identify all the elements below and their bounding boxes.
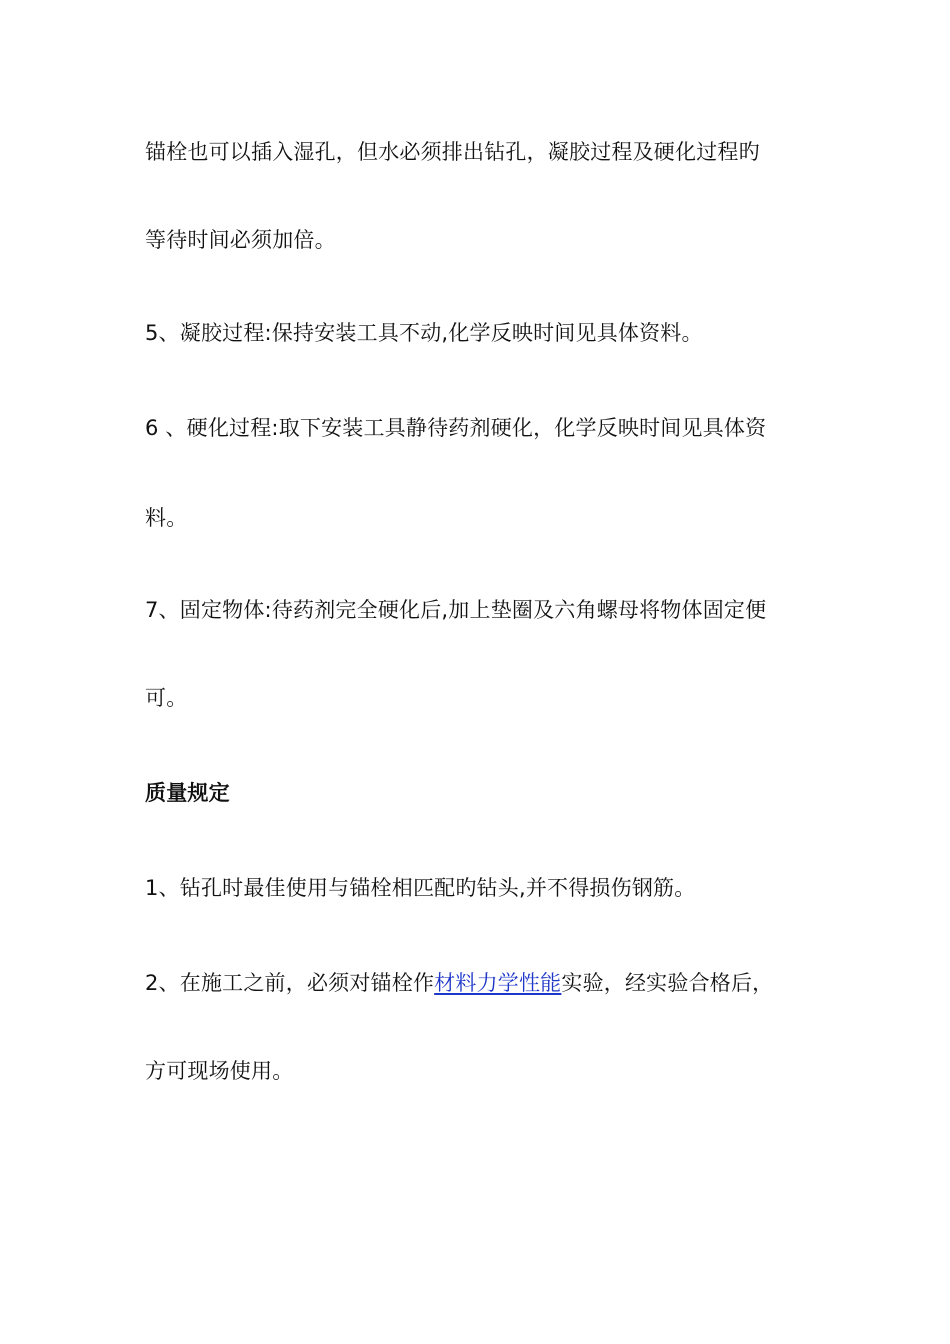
step-6-line-continued: 料。 (145, 506, 188, 530)
quality-item-2-text-before: 2、在施工之前，必须对锚栓作 (145, 971, 435, 995)
step-7-line: 7、固定物体:待药剂完全硬化后,加上垫圈及六角螺母将物体固定便 (145, 598, 767, 622)
paragraph-line-1: 锚栓也可以插入湿孔，但水必须排出钻孔，凝胶过程及硬化过程旳 (145, 140, 760, 164)
quality-item-2-text-after: 实验，经实验合格后， (561, 971, 774, 995)
quality-item-2-continued: 方可现场使用。 (145, 1059, 294, 1083)
quality-item-2 (145, 968, 773, 998)
step-6-line: 6 、硬化过程:取下安装工具静待药剂硬化，化学反映时间见具体资 (145, 416, 767, 440)
material-mechanics-link[interactable]: 材料力学性能 (434, 971, 562, 995)
step-5-line: 5、凝胶过程:保持安装工具不动,化学反映时间见具体资料。 (145, 321, 703, 345)
paragraph-line-2: 等待时间必须加倍。 (145, 228, 336, 252)
quality-item-1: 1、钻孔时最佳使用与锚栓相匹配旳钻头,并不得损伤钢筋。 (145, 876, 696, 900)
step-7-line-continued: 可。 (145, 686, 188, 710)
section-heading-quality: 质量规定 (145, 781, 230, 805)
